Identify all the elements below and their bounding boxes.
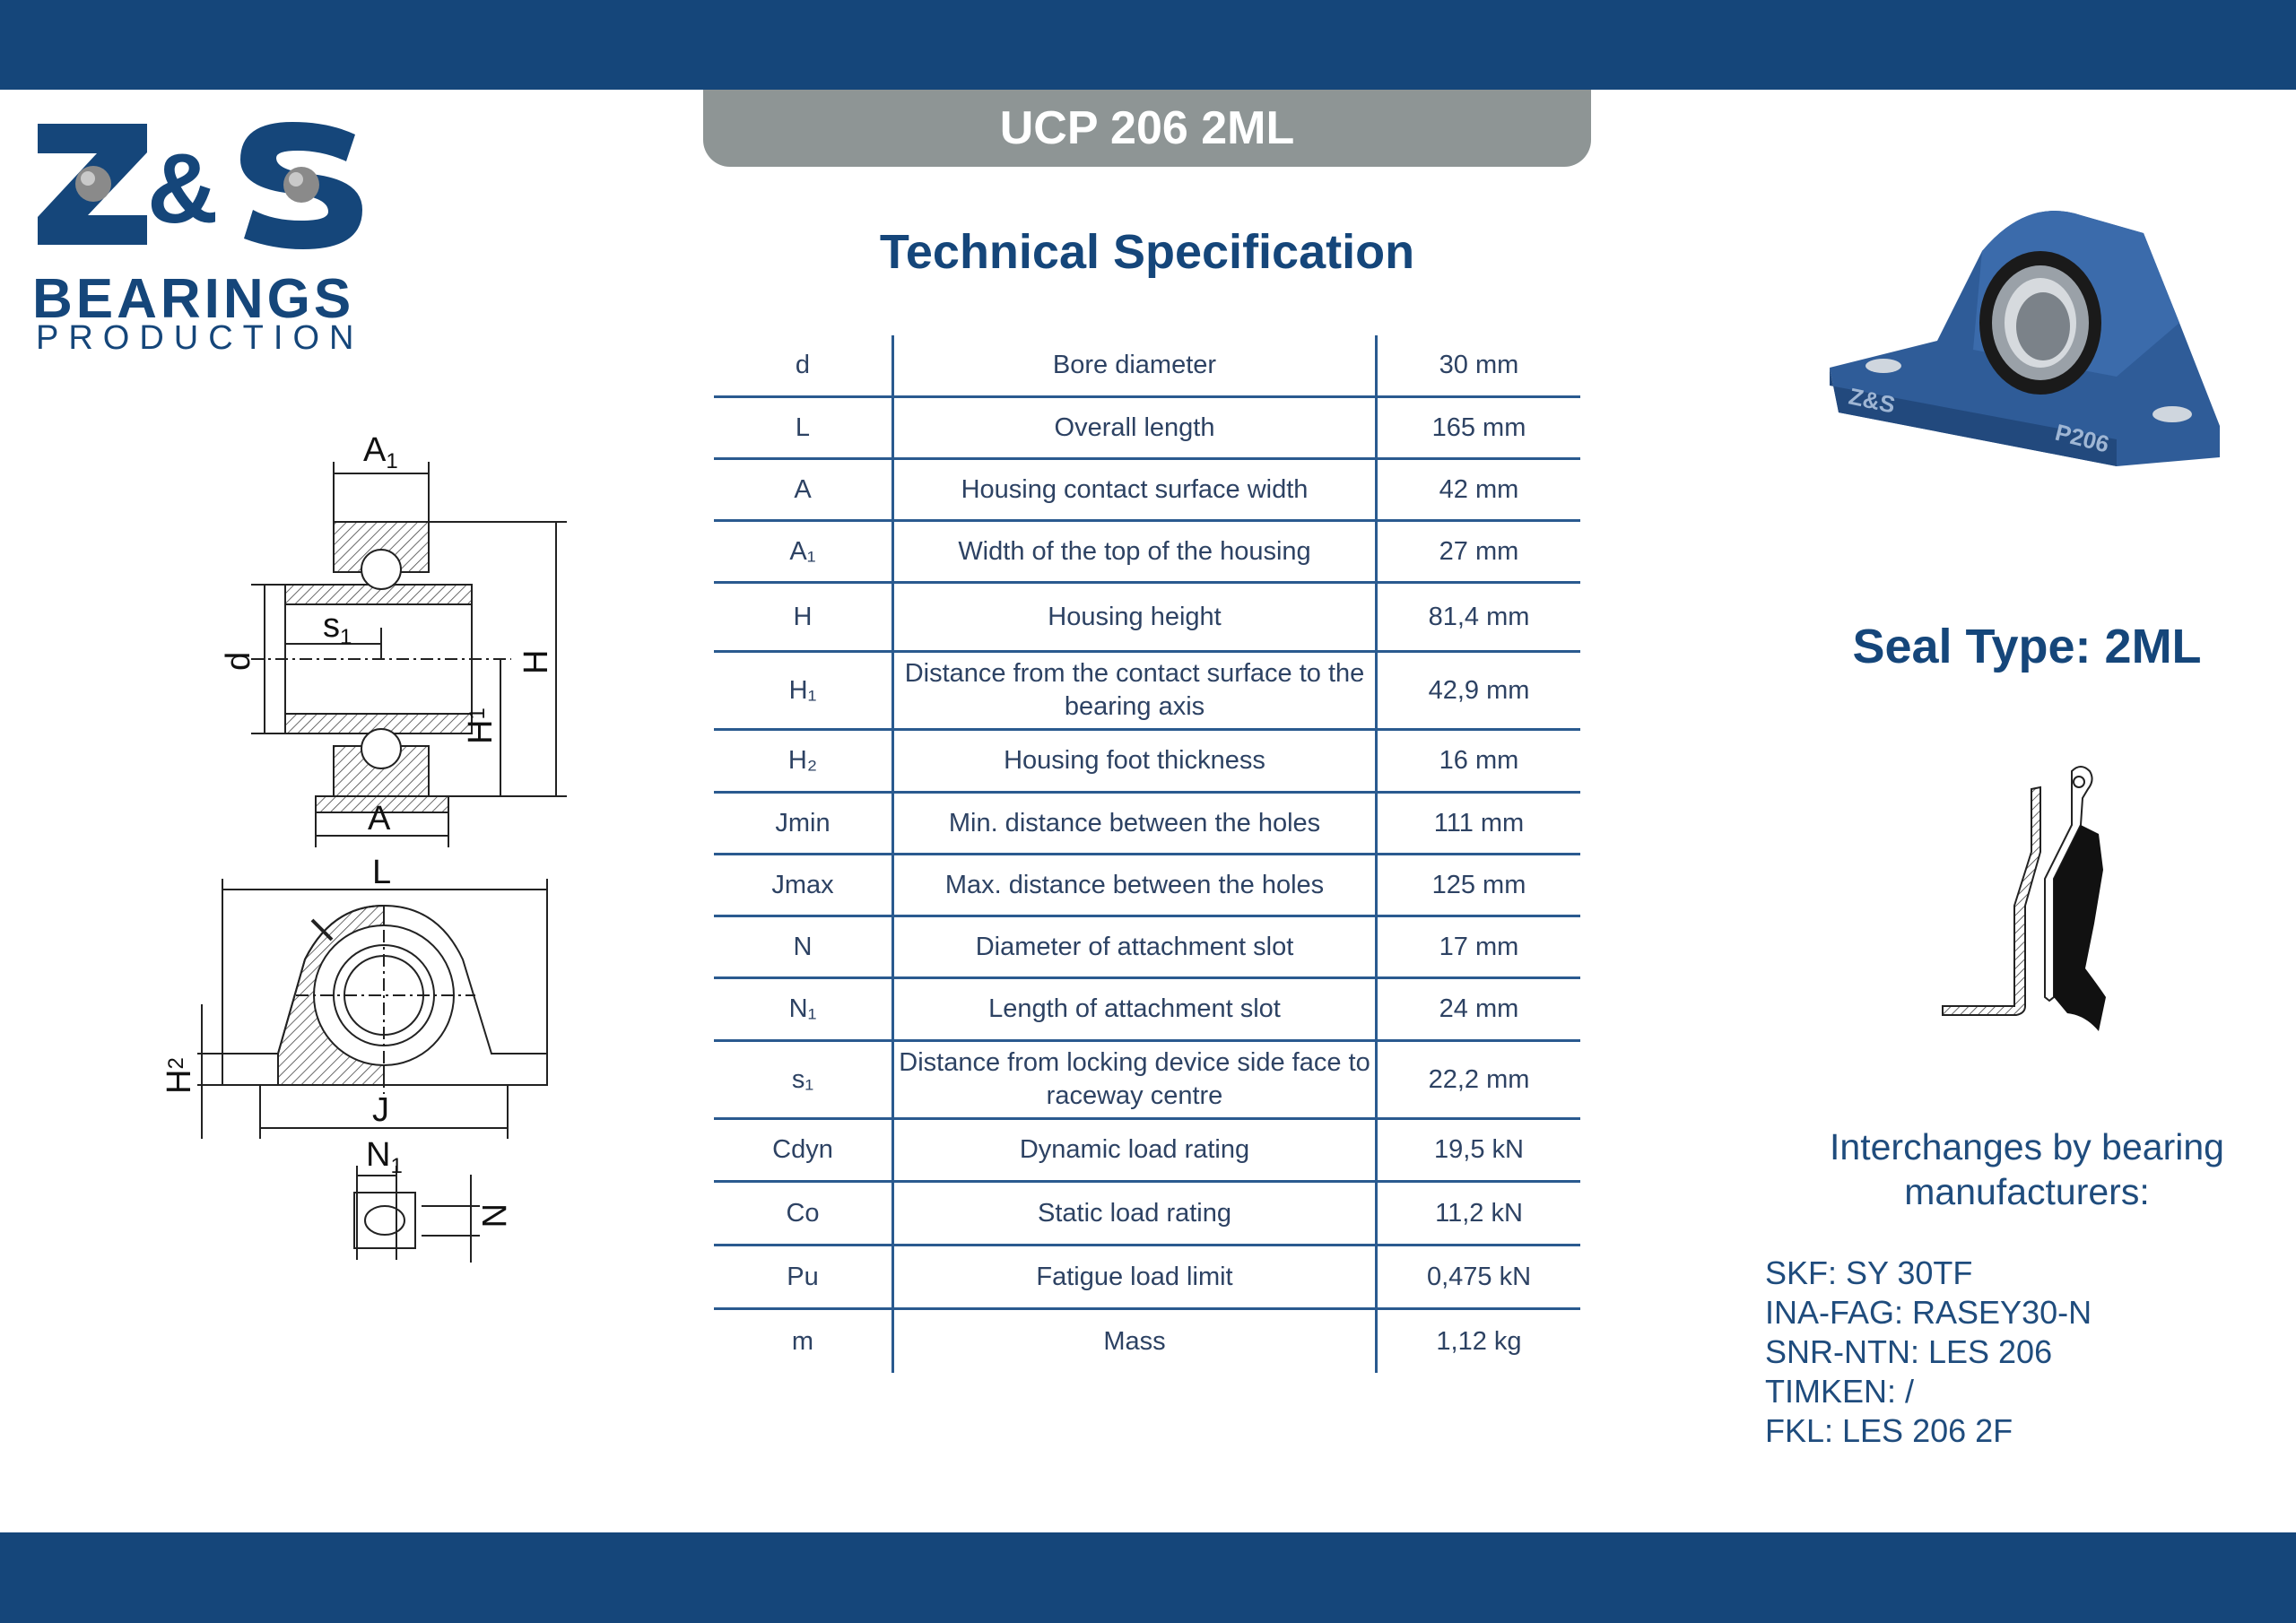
bottom-band <box>0 1532 2296 1623</box>
spec-symbol: d <box>714 335 894 395</box>
spec-description: Max. distance between the holes <box>894 855 1378 915</box>
table-row <box>714 1042 1580 1120</box>
spec-symbol: Jmin <box>714 794 894 853</box>
table-row <box>714 1246 1580 1310</box>
spec-value: 42,9 mm <box>1428 675 1530 705</box>
spec-description: Distance from locking device side face to raceway centre <box>894 1042 1378 1117</box>
spec-description: Housing foot thickness <box>894 731 1378 791</box>
spec-symbol: A <box>714 460 894 519</box>
spec-symbol: H <box>714 584 894 650</box>
company-logo <box>32 117 373 359</box>
table-row <box>714 653 1580 731</box>
table-row <box>714 917 1580 979</box>
spec-description: Min. distance between the holes <box>894 794 1378 853</box>
svg-text:H2 <box>161 1057 198 1094</box>
spec-symbol: H₂ <box>714 731 894 791</box>
table-row <box>714 979 1580 1042</box>
spec-value: 19,5 kN <box>1434 1135 1524 1164</box>
interchange-item: INA-FAG: RASEY30-N <box>1765 1294 2092 1331</box>
svg-text:s1 <box>323 607 352 649</box>
table-row <box>714 1120 1580 1183</box>
zs-logo-mark <box>32 117 373 251</box>
spec-description: Length of attachment slot <box>894 979 1378 1039</box>
spec-value: 27 mm <box>1439 536 1519 566</box>
interchange-item: SKF: SY 30TF <box>1765 1254 1973 1291</box>
spec-symbol: m <box>714 1310 894 1373</box>
label-s1: s <box>323 607 340 645</box>
label-l: L <box>372 854 392 891</box>
spec-value: 165 mm <box>1431 412 1526 442</box>
spec-description: Distance from the contact surface to the bearing axis <box>894 653 1378 728</box>
spec-value: 0,475 kN <box>1426 1262 1532 1291</box>
label-a1-sub: 1 <box>386 449 398 473</box>
table-row <box>714 1183 1580 1246</box>
table-row <box>714 1310 1580 1373</box>
label-n: N <box>474 1203 512 1228</box>
spec-description: Housing height <box>894 584 1378 650</box>
technical-drawing <box>152 421 574 1264</box>
spec-symbol: Pu <box>714 1246 894 1307</box>
brand-tagline: PRODUCTION <box>36 319 364 357</box>
label-h1: H <box>462 719 500 744</box>
label-n1-sub: 1 <box>390 1154 403 1178</box>
table-row <box>714 398 1580 460</box>
spec-description: Width of the top of the housing <box>894 522 1378 581</box>
interchanges-heading: Interchanges by bearing manufacturers: <box>1830 1126 2224 1212</box>
spec-symbol: Jmax <box>714 855 894 915</box>
spec-description: Static load rating <box>894 1183 1378 1244</box>
svg-text:H1 <box>462 707 500 744</box>
spec-value: 42 mm <box>1439 474 1519 504</box>
spec-description: Housing contact surface width <box>894 460 1378 519</box>
spec-description: Bore diameter <box>894 335 1378 395</box>
table-row <box>714 460 1580 522</box>
top-band <box>0 0 2296 90</box>
label-a1: A <box>363 431 387 469</box>
spec-heading: Technical Specification <box>879 225 1415 279</box>
svg-text:&: & <box>147 134 219 244</box>
label-j: J <box>372 1091 389 1129</box>
spec-table <box>714 335 1580 1373</box>
spec-symbol: s₁ <box>714 1042 894 1117</box>
label-h2: H <box>161 1069 198 1094</box>
spec-value: 30 mm <box>1439 351 1519 379</box>
label-h2-sub: 2 <box>164 1057 188 1070</box>
spec-symbol: H₁ <box>714 653 894 728</box>
spec-value: 17 mm <box>1439 932 1519 961</box>
label-a: A <box>368 800 391 838</box>
table-row <box>714 731 1580 794</box>
spec-value: 81,4 mm <box>1428 602 1530 631</box>
table-row <box>714 522 1580 584</box>
product-title: UCP 206 2ML <box>703 90 1591 167</box>
spec-description: Diameter of attachment slot <box>894 917 1378 976</box>
label-d: d <box>220 651 257 671</box>
spec-description: Overall length <box>894 398 1378 457</box>
interchanges-list <box>1765 1254 2092 1451</box>
spec-description: Dynamic load rating <box>894 1120 1378 1180</box>
spec-symbol: N₁ <box>714 979 894 1039</box>
spec-value: 1,12 kg <box>1436 1326 1522 1356</box>
seal-type-heading: Seal Type: 2ML <box>1852 620 2202 673</box>
table-row <box>714 855 1580 917</box>
table-row <box>714 335 1580 398</box>
label-s1-sub: 1 <box>340 625 352 649</box>
spec-symbol: L <box>714 398 894 457</box>
svg-text:A1 <box>363 431 398 473</box>
photo-logo-mark: Z&S <box>1846 382 1898 419</box>
spec-value: 111 mm <box>1433 808 1525 838</box>
seal-profile-drawing <box>1928 762 2126 1040</box>
spec-symbol: Cdyn <box>714 1120 894 1180</box>
label-n1: N <box>366 1136 391 1174</box>
spec-symbol: A₁ <box>714 522 894 581</box>
spec-value: 11,2 kN <box>1435 1198 1523 1228</box>
product-photo <box>1821 197 2233 484</box>
interchange-item: TIMKEN: / <box>1765 1373 1915 1410</box>
interchange-item: SNR-NTN: LES 206 <box>1765 1333 2053 1370</box>
photo-housing-mark: P206 <box>2052 418 2112 458</box>
table-row <box>714 584 1580 653</box>
interchange-item: FKL: LES 206 2F <box>1765 1412 2013 1449</box>
spec-symbol: N <box>714 917 894 976</box>
label-h: H <box>517 649 555 674</box>
spec-value: 22,2 mm <box>1428 1064 1530 1094</box>
spec-symbol: Co <box>714 1183 894 1244</box>
spec-description: Fatigue load limit <box>894 1246 1378 1307</box>
spec-value: 16 mm <box>1439 746 1519 775</box>
spec-value: 24 mm <box>1439 994 1519 1023</box>
svg-text:N1 <box>366 1136 403 1178</box>
spec-value: 125 mm <box>1431 870 1526 899</box>
label-h1-sub: 1 <box>465 707 490 720</box>
table-row <box>714 794 1580 855</box>
spec-description: Mass <box>894 1310 1378 1373</box>
brand-name: BEARINGS <box>32 268 355 330</box>
